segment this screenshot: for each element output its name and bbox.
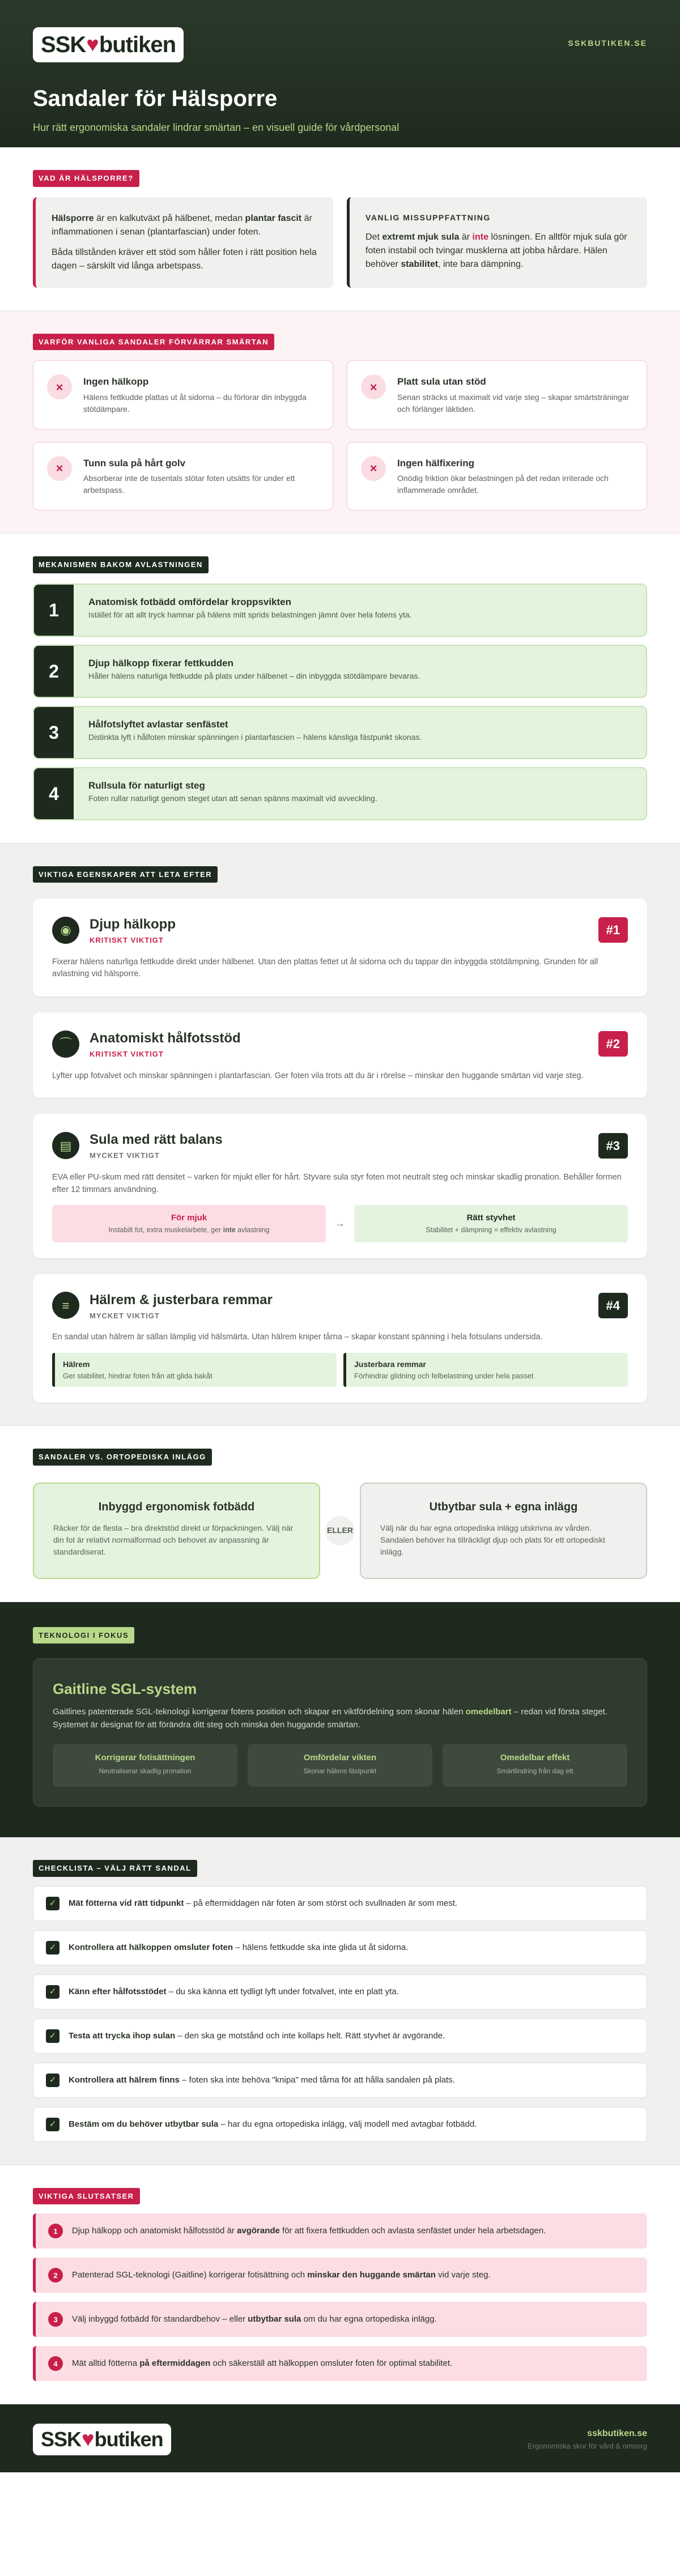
tech-benefit: Korrigerar fotisättningen Neutraliserar skadlig pronation (53, 1744, 237, 1787)
close-icon: × (47, 456, 72, 481)
problem-text: Absorberar inte de tusentals stötar foten utsätts för under ett arbetspass. (83, 474, 295, 495)
misconception-text: Det extremt mjuk sula är inte lösningen. En alltför mjuk sula gör foten instabil och tvingar musklerna att jobba hårdare. Hälen behöver stabilitet, inte bara dämpning. (366, 232, 627, 269)
rank-badge: #3 (598, 1133, 628, 1159)
section-checklist (0, 1837, 680, 2165)
sole-icon: ▤ (52, 1132, 79, 1159)
rank-badge: #4 (598, 1293, 628, 1318)
strap-detail: Hälrem Ger stabilitet, hindrar foten från att glida bakåt (52, 1353, 337, 1387)
checklist-item[interactable]: ✓ Bestäm om du behöver utbytbar sula – har du egna ortopediska inlägg, välj modell med avtagbar fotbädd. (33, 2107, 647, 2142)
feature-title: Anatomiskt hålfotsstöd (90, 1031, 241, 1046)
site-url[interactable]: SSKBUTIKEN.SE (568, 39, 647, 48)
misconception-title: VANLIG MISSUPPFATTNING (366, 212, 491, 222)
feature-text: Fixerar hälens naturliga fettkudde direkt under hälbenet. Utan den plattas fettet ut åt sidorna och du tappar din inbyggda stötdämpning. Grunden för all avlastning vid hälsporre. (52, 957, 598, 979)
definition-text: Hälsporre är en kalkutväxt på hälbenet, medan plantar fascit är inflammationen i senan (plantarfascian) under foten. (52, 213, 312, 237)
step-title: Anatomisk fotbädd omfördelar kroppsvikten (88, 596, 291, 607)
feature-card (33, 1012, 647, 1098)
logo-text-ssk: SSK (41, 32, 86, 57)
priority-label: KRITISKT VIKTIGT (90, 936, 164, 944)
section-versus (0, 1426, 680, 1602)
section-label: MEKANISMEN BAKOM AVLASTNINGEN (33, 556, 209, 573)
definition-text-2: Båda tillstånden kräver ett stöd som håller foten i rätt position hela dagen – särskilt vid långa arbetspass. (52, 247, 317, 271)
step-text: Foten rullar naturligt genom steget utan att senan spänns maximalt vid avveckling. (88, 794, 377, 803)
option-text: Räcker för de flesta – bra direktstöd direkt ur förpackningen. Välj när din fot är relativt normalformad och behovet av anpassning är standardiserat. (53, 1523, 294, 1556)
tech-benefit: Omedelbar effekt Smärtlindring från dag ett (443, 1744, 627, 1787)
priority-label: MYCKET VIKTIGT (90, 1151, 160, 1160)
feature-text: En sandal utan hälrem är sällan lämplig vid hälsmärta. Utan hälrem kniper tårna – skapar konstant spänning i hela fotsulans undersida. (52, 1332, 543, 1342)
option-card (360, 1483, 647, 1579)
feature-text: EVA eller PU-skum med rätt densitet – varken för mjukt eller för hårt. Styvare sula styr foten mot neutralt steg och minskar skadlig pronation. Behåller formen efter 12 timmars användning. (52, 1172, 622, 1194)
problem-card (347, 360, 647, 429)
page-header (0, 0, 680, 147)
problem-text: Hälens fettkudde plattas ut åt sidorna – du förlorar din inbyggda stötdämpare. (83, 392, 307, 414)
heart-icon: ♥ (86, 32, 99, 57)
option-card (33, 1483, 320, 1579)
stiffness-comparison (52, 1205, 628, 1242)
checkmark-icon[interactable]: ✓ (46, 2118, 60, 2131)
strap-detail: Justerbara remmar Förhindrar glidning och felbelastning under hela passet (343, 1353, 628, 1387)
definition-box (33, 197, 333, 288)
feature-card (33, 1274, 647, 1403)
checklist-item[interactable]: ✓ Testa att trycka ihop sulan – den ska ge motstånd och inte kollaps helt. Rätt styvhet är avgörande. (33, 2019, 647, 2054)
problem-title: Ingen hälkopp (83, 376, 149, 387)
conclusion-number: 2 (48, 2268, 63, 2283)
problem-text: Senan sträcks ut maximalt vid varje steg – skapar smärtsträningar och förlänger läktiden. (397, 392, 630, 414)
section-label: VAD ÄR HÄLSPORRE? (33, 170, 139, 187)
section-label: TEKNOLOGI I FOKUS (33, 1627, 134, 1644)
problem-title: Platt sula utan stöd (397, 376, 486, 387)
close-icon: × (361, 456, 386, 481)
or-badge: ELLER (325, 1516, 355, 1545)
tech-box (33, 1658, 647, 1807)
checklist-item[interactable]: ✓ Kontrollera att hälkoppen omsluter foten – hälens fettkudde ska inte glida ut åt sidorna. (33, 1930, 647, 1965)
section-label: VIKTIGA EGENSKAPER ATT LETA EFTER (33, 866, 218, 883)
feature-text: Lyfter upp fotvalvet och minskar spänningen i plantarfascian. Ger foten vila trots att du är i rörelse – minskar den huggande smärtan vid varje steg. (52, 1071, 584, 1080)
problem-card (347, 442, 647, 511)
step-text: Distinkta lyft i hålfoten minskar spänningen i plantarfascien – hälens känsliga fästpunkt skonas. (88, 733, 422, 742)
footer-url[interactable]: sskbutiken.se (587, 2429, 647, 2439)
conclusion-item: 2 Patenterad SGL-teknologi (Gaitline) korrigerar fotisättning och minskar den huggande smärtan vid varje steg. (33, 2258, 647, 2293)
feature-card (33, 899, 647, 997)
step-number: 3 (34, 707, 74, 758)
brand-logo[interactable] (33, 27, 184, 62)
step-title: Djup hälkopp fixerar fettkudden (88, 657, 233, 669)
option-title: Utbytbar sula + egna inlägg (429, 1500, 578, 1513)
mechanism-step (33, 645, 647, 698)
problem-text: Onödig friktion ökar belastningen på det redan irriterade och inflammerade området. (397, 474, 609, 495)
close-icon: × (47, 374, 72, 399)
checklist-item[interactable]: ✓ Känn efter hålfotsstödet – du ska känna ett tydligt lyft under fotvalvet, inte en platt yta. (33, 1974, 647, 2009)
right-stiffness-box: Rätt styvhet Stabilitet + dämpning = effektiv avlastning (354, 1205, 628, 1242)
checkmark-icon[interactable]: ✓ (46, 1985, 60, 1999)
priority-label: KRITISKT VIKTIGT (90, 1050, 164, 1058)
arrow-right-icon: → (335, 1217, 345, 1229)
section-conclusions (0, 2165, 680, 2405)
feature-title: Hälrem & justerbara remmar (90, 1292, 273, 1308)
section-label: VIKTIGA SLUTSATSER (33, 2188, 140, 2205)
mechanism-step (33, 706, 647, 759)
heart-icon: ♥ (82, 2427, 94, 2451)
footer-tagline: Ergonomiska skor för vård & omsorg (528, 2442, 647, 2451)
logo-text-ssk: SSK (41, 2428, 82, 2451)
checklist-item[interactable]: ✓ Mät fötterna vid rätt tidpunkt – på eftermiddagen när foten är som störst och svullnaden är som mest. (33, 1886, 647, 1921)
priority-label: MYCKET VIKTIGT (90, 1311, 160, 1320)
conclusion-number: 3 (48, 2312, 63, 2327)
rank-badge: #1 (598, 917, 628, 943)
page-subtitle: Hur rätt ergonomiska sandaler lindrar smärtan – en visuell guide för vårdpersonal (33, 122, 400, 133)
section-label: CHECKLISTA – VÄLJ RÄTT SANDAL (33, 1860, 197, 1877)
checkmark-icon[interactable]: ✓ (46, 2029, 60, 2043)
problem-card (33, 360, 333, 429)
feature-title: Djup hälkopp (90, 917, 176, 932)
step-number: 1 (34, 585, 74, 636)
strap-details (52, 1353, 628, 1387)
logo-text-butiken: butiken (94, 2428, 163, 2451)
tech-title: Gaitline SGL-system (53, 1680, 197, 1698)
mechanism-step (33, 584, 647, 637)
step-text: Istället för att allt tryck hamnar på hälens mitt sprids belastningen jämnt över hela fotens yta. (88, 610, 412, 619)
strap-icon: ≡ (52, 1292, 79, 1319)
conclusion-item: 4 Mät alltid fötterna på eftermiddagen och säkerställ att hälkoppen omsluter foten för optimal stabilitet. (33, 2346, 647, 2381)
feature-title: Sula med rätt balans (90, 1132, 223, 1148)
brand-logo[interactable] (33, 2424, 171, 2455)
checklist-item[interactable]: ✓ Kontrollera att hälrem finns – foten ska inte behöva "knipa" med tårna för att hålla sandalen på plats. (33, 2063, 647, 2098)
rank-badge: #2 (598, 1031, 628, 1057)
mechanism-step (33, 767, 647, 820)
checkmark-icon[interactable]: ✓ (46, 1897, 60, 1910)
tech-benefit: Omfördelar vikten Skonar hälens fästpunkt (248, 1744, 432, 1787)
misconception-box (347, 197, 647, 288)
section-label: SANDALER VS. ORTOPEDISKA INLÄGG (33, 1449, 212, 1466)
page-footer (0, 2404, 680, 2472)
section-what (0, 147, 680, 311)
tech-text: Gaitlines patenterade SGL-teknologi korrigerar fotens position och skapar en viktfördelning som skonar hälen omedelbart – redan vid första steget. Systemet är designat för att förändra ditt steg och minska den huggande smärtan. (53, 1707, 607, 1730)
step-title: Hålfotslyftet avlastar senfästet (88, 718, 228, 730)
too-soft-box: För mjuk Instabilt fot, extra muskelarbete, ger inte avlastning (52, 1205, 326, 1242)
checkmark-icon[interactable]: ✓ (46, 1941, 60, 1955)
step-number: 2 (34, 646, 74, 697)
problem-title: Ingen hälfixering (397, 457, 475, 469)
section-label: VARFÖR VANLIGA SANDALER FÖRVÄRRAR SMÄRTAN (33, 334, 274, 351)
option-title: Inbyggd ergonomisk fotbädd (98, 1500, 255, 1513)
close-icon: × (361, 374, 386, 399)
arch-icon: ⌒ (52, 1031, 79, 1058)
step-title: Rullsula för naturligt steg (88, 780, 205, 791)
section-problems (0, 311, 680, 534)
step-number: 4 (34, 768, 74, 819)
problem-title: Tunn sula på hårt golv (83, 457, 186, 469)
section-mechanism (0, 534, 680, 844)
conclusion-item: 3 Välj inbyggd fotbädd för standardbehov – eller utbytbar sula om du har egna ortopediska inlägg. (33, 2302, 647, 2337)
problem-card (33, 442, 333, 511)
checkmark-icon[interactable]: ✓ (46, 2073, 60, 2087)
feature-card (33, 1114, 647, 1258)
section-features (0, 844, 680, 1427)
page-title: Sandaler för Hälsporre (33, 86, 278, 111)
logo-text-butiken: butiken (99, 32, 176, 57)
conclusion-number: 4 (48, 2356, 63, 2371)
option-text: Välj när du har egna ortopediska inlägg utskrivna av vården. Sandalen behöver ha tillräckligt djup och plats för ett ortopediskt inlägg. (380, 1523, 605, 1556)
conclusion-item: 1 Djup hälkopp och anatomiskt hålfotsstöd är avgörande för att fixera fettkudden och avlasta senfästet under hela arbetsdagen. (33, 2213, 647, 2249)
conclusion-number: 1 (48, 2224, 63, 2238)
step-text: Håller hälens naturliga fettkudde på plats under hälbenet – din inbyggda stötdämpare bevaras. (88, 671, 420, 680)
heel-cup-icon: ◉ (52, 917, 79, 944)
section-tech (0, 1602, 680, 1838)
